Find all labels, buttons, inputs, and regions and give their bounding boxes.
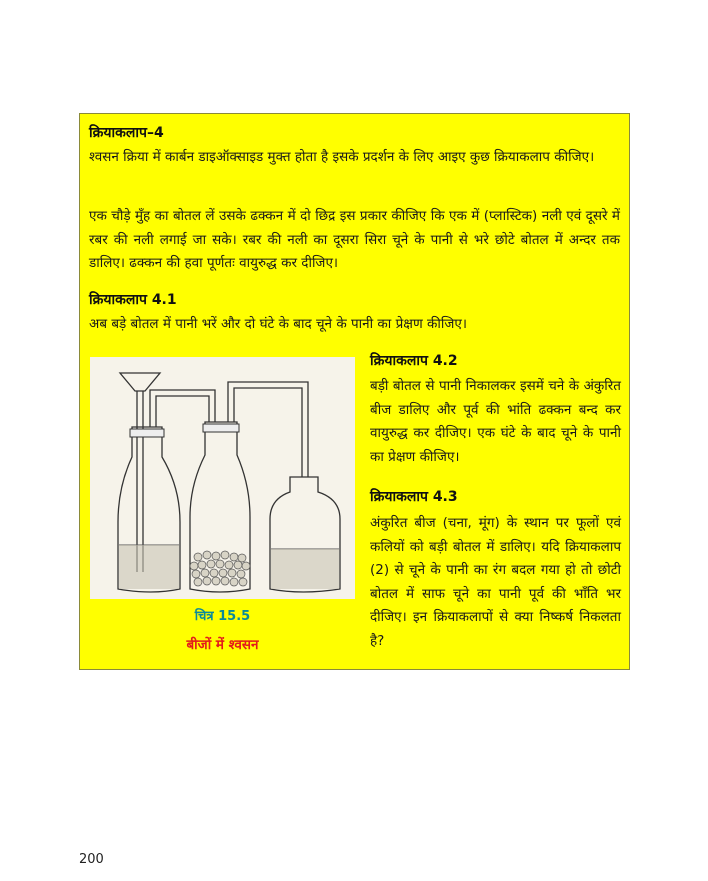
activity-4-2-text: बड़ी बोतल से पानी निकालकर इसमें चने के अंकुरित बीज डालिए और पूर्व की भांति ढक्कन बन्द कर वायुरुद्ध कर दीजिए। एक घंटे के बाद चूने के पानी का प्रेक्षण कीजिए। bbox=[370, 378, 621, 465]
funnel-shape bbox=[120, 373, 160, 391]
activity-heading-4-1: क्रियाकलाप 4.1 bbox=[89, 292, 177, 308]
figure-title: बीजों में श्वसन bbox=[186, 637, 259, 653]
germinated-seeds bbox=[190, 551, 250, 586]
activity-intro-text: श्वसन क्रिया में कार्बन डाइऑक्साइड मुक्त होता है इसके प्रदर्शन के लिए आइए कुछ क्रियाकलाप कीजिए। bbox=[89, 149, 595, 165]
page-number: 200 bbox=[79, 852, 104, 867]
respiration-apparatus-figure bbox=[90, 357, 355, 599]
figure-number: चित्र 15.5 bbox=[194, 609, 251, 624]
activity-heading-4: क्रियाकलाप–4 bbox=[89, 125, 164, 141]
activity-4-3-text: अंकुरित बीज (चना, मूंग) के स्थान पर फूलों एवं कलियों को बड़ी बोतल में डालिए। यदि क्रियाकलाप (2) से चूने के पानी का रंग बदल गया हो तो छोटी बोतल में साफ चूने का पानी पूर्व की भाँति भर दीजिए। इन क्रियाकलापों से क्या निष्कर्ष निकलता है? bbox=[370, 515, 621, 649]
activity-heading-4-2: क्रियाकलाप 4.2 bbox=[370, 353, 458, 369]
activity-setup-text: एक चौड़े मुँह का बोतल लें उसके ढक्कन में दो छिद्र इस प्रकार कीजिए कि एक में (प्लास्टिक) नली एवं दूसरे में रबर की नली लगाई जा सके। रबर की नली का दूसरा सिरा चूने के पानी से भरे छोटे बोतल में अन्दर तक डालिए। ढक्कन की हवा पूर्णतः वायुरुद्ध कर दीजिए। bbox=[89, 208, 620, 271]
activity-4-1-text: अब बड़े बोतल में पानी भरें और दो घंटे के बाद चूने के पानी का प्रेक्षण कीजिए। bbox=[89, 316, 467, 332]
bottle-apparatus-illustration bbox=[90, 357, 355, 599]
activity-heading-4-3: क्रियाकलाप 4.3 bbox=[370, 489, 458, 505]
